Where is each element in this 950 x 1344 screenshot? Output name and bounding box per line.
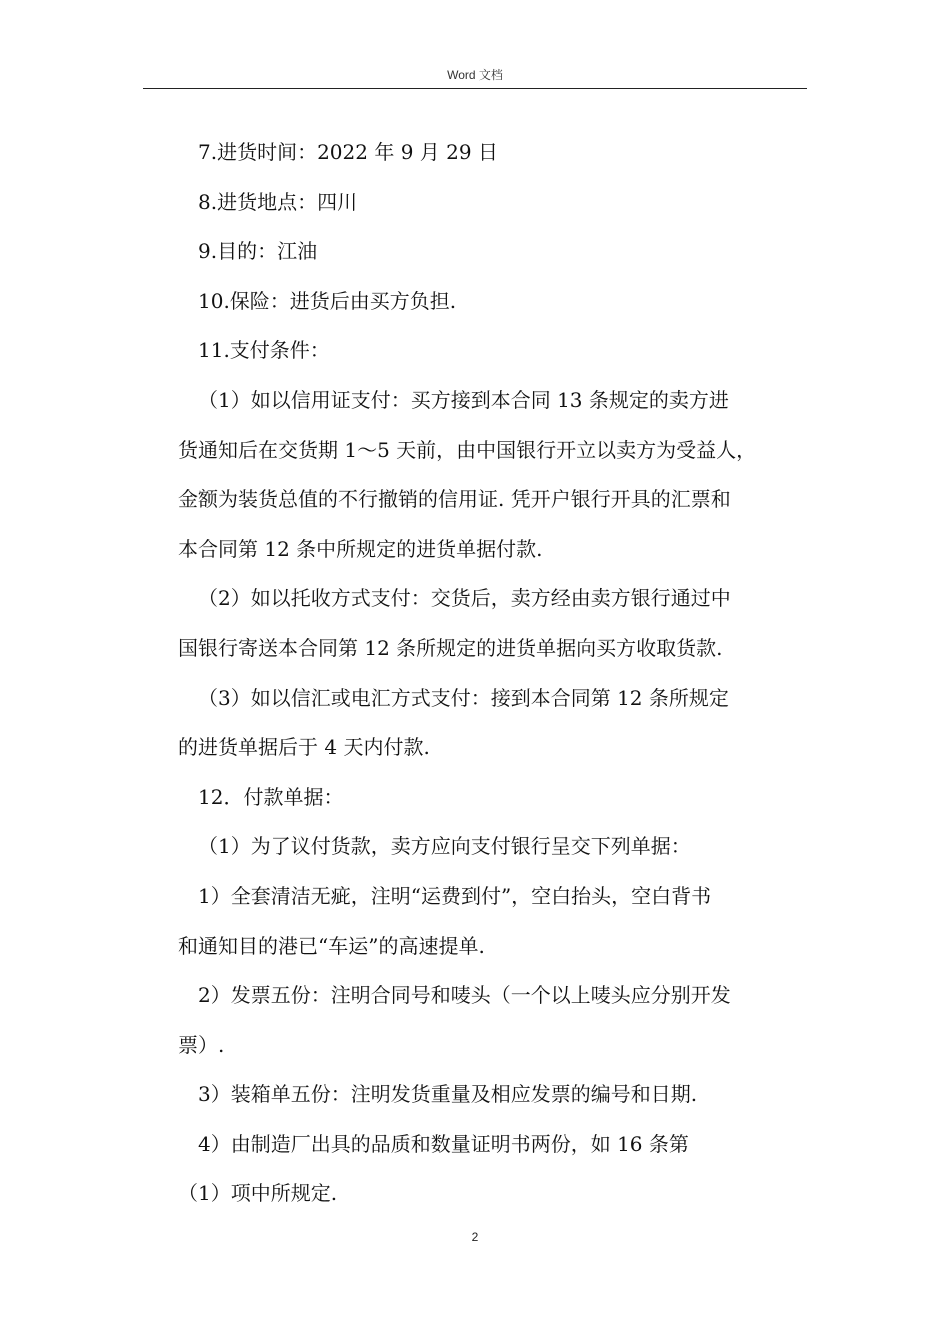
document-body xyxy=(178,128,808,1219)
paragraph-line: 3）装箱单五份：注明发货重量及相应发票的编号和日期. xyxy=(198,1082,698,1107)
paragraph-line: 本合同第 12 条中所规定的进货单据付款. xyxy=(178,536,543,561)
paragraph-line: 票）. xyxy=(178,1032,225,1057)
paragraph-line: （1）项中所规定. xyxy=(178,1181,338,1206)
paragraph-line: 12．付款单据： xyxy=(198,784,344,809)
paragraph-line: 金额为装货总值的不行撤销的信用证. 凭开户银行开具的汇票和 xyxy=(178,487,731,512)
header-rule xyxy=(143,88,807,89)
paragraph-line: 8.进货地点：四川 xyxy=(198,189,358,214)
paragraph-line: 4）由制造厂出具的品质和数量证明书两份，如 16 条第 xyxy=(198,1131,689,1156)
paragraph-line: 11.支付条件： xyxy=(198,338,330,363)
paragraph-line: 2）发票五份：注明合同号和唛头（一个以上唛头应分别开发 xyxy=(198,983,731,1008)
paragraph-line: 和通知目的港已“车运”的高速提单. xyxy=(178,933,485,958)
paragraph-line: 货通知后在交货期 1～5 天前，由中国银行开立以卖方为受益人， xyxy=(178,437,757,462)
paragraph-line: 10.保险：进货后由买方负担. xyxy=(198,288,457,313)
paragraph-line: （1）为了议付货款，卖方应向支付银行呈交下列单据： xyxy=(198,834,691,859)
paragraph-line: （1）如以信用证支付：买方接到本合同 13 条规定的卖方进 xyxy=(198,387,729,412)
paragraph-line: 9.目的：江油 xyxy=(198,239,318,264)
paragraph-line: 7.进货时间：2022 年 9 月 29 日 xyxy=(198,140,498,164)
paragraph-line: （3）如以信汇或电汇方式支付：接到本合同第 12 条所规定 xyxy=(198,685,729,710)
page-number: 2 xyxy=(471,1230,479,1244)
page-header: Word 文档 xyxy=(447,68,503,82)
paragraph-line: （2）如以托收方式支付：交货后，卖方经由卖方银行通过中 xyxy=(198,586,731,611)
paragraph-line: 的进货单据后于 4 天内付款. xyxy=(178,735,430,760)
paragraph-line: 1）全套清洁无疵，注明“运费到付”，空白抬头，空白背书 xyxy=(198,883,712,908)
paragraph-line: 国银行寄送本合同第 12 条所规定的进货单据向买方收取货款. xyxy=(178,635,723,660)
